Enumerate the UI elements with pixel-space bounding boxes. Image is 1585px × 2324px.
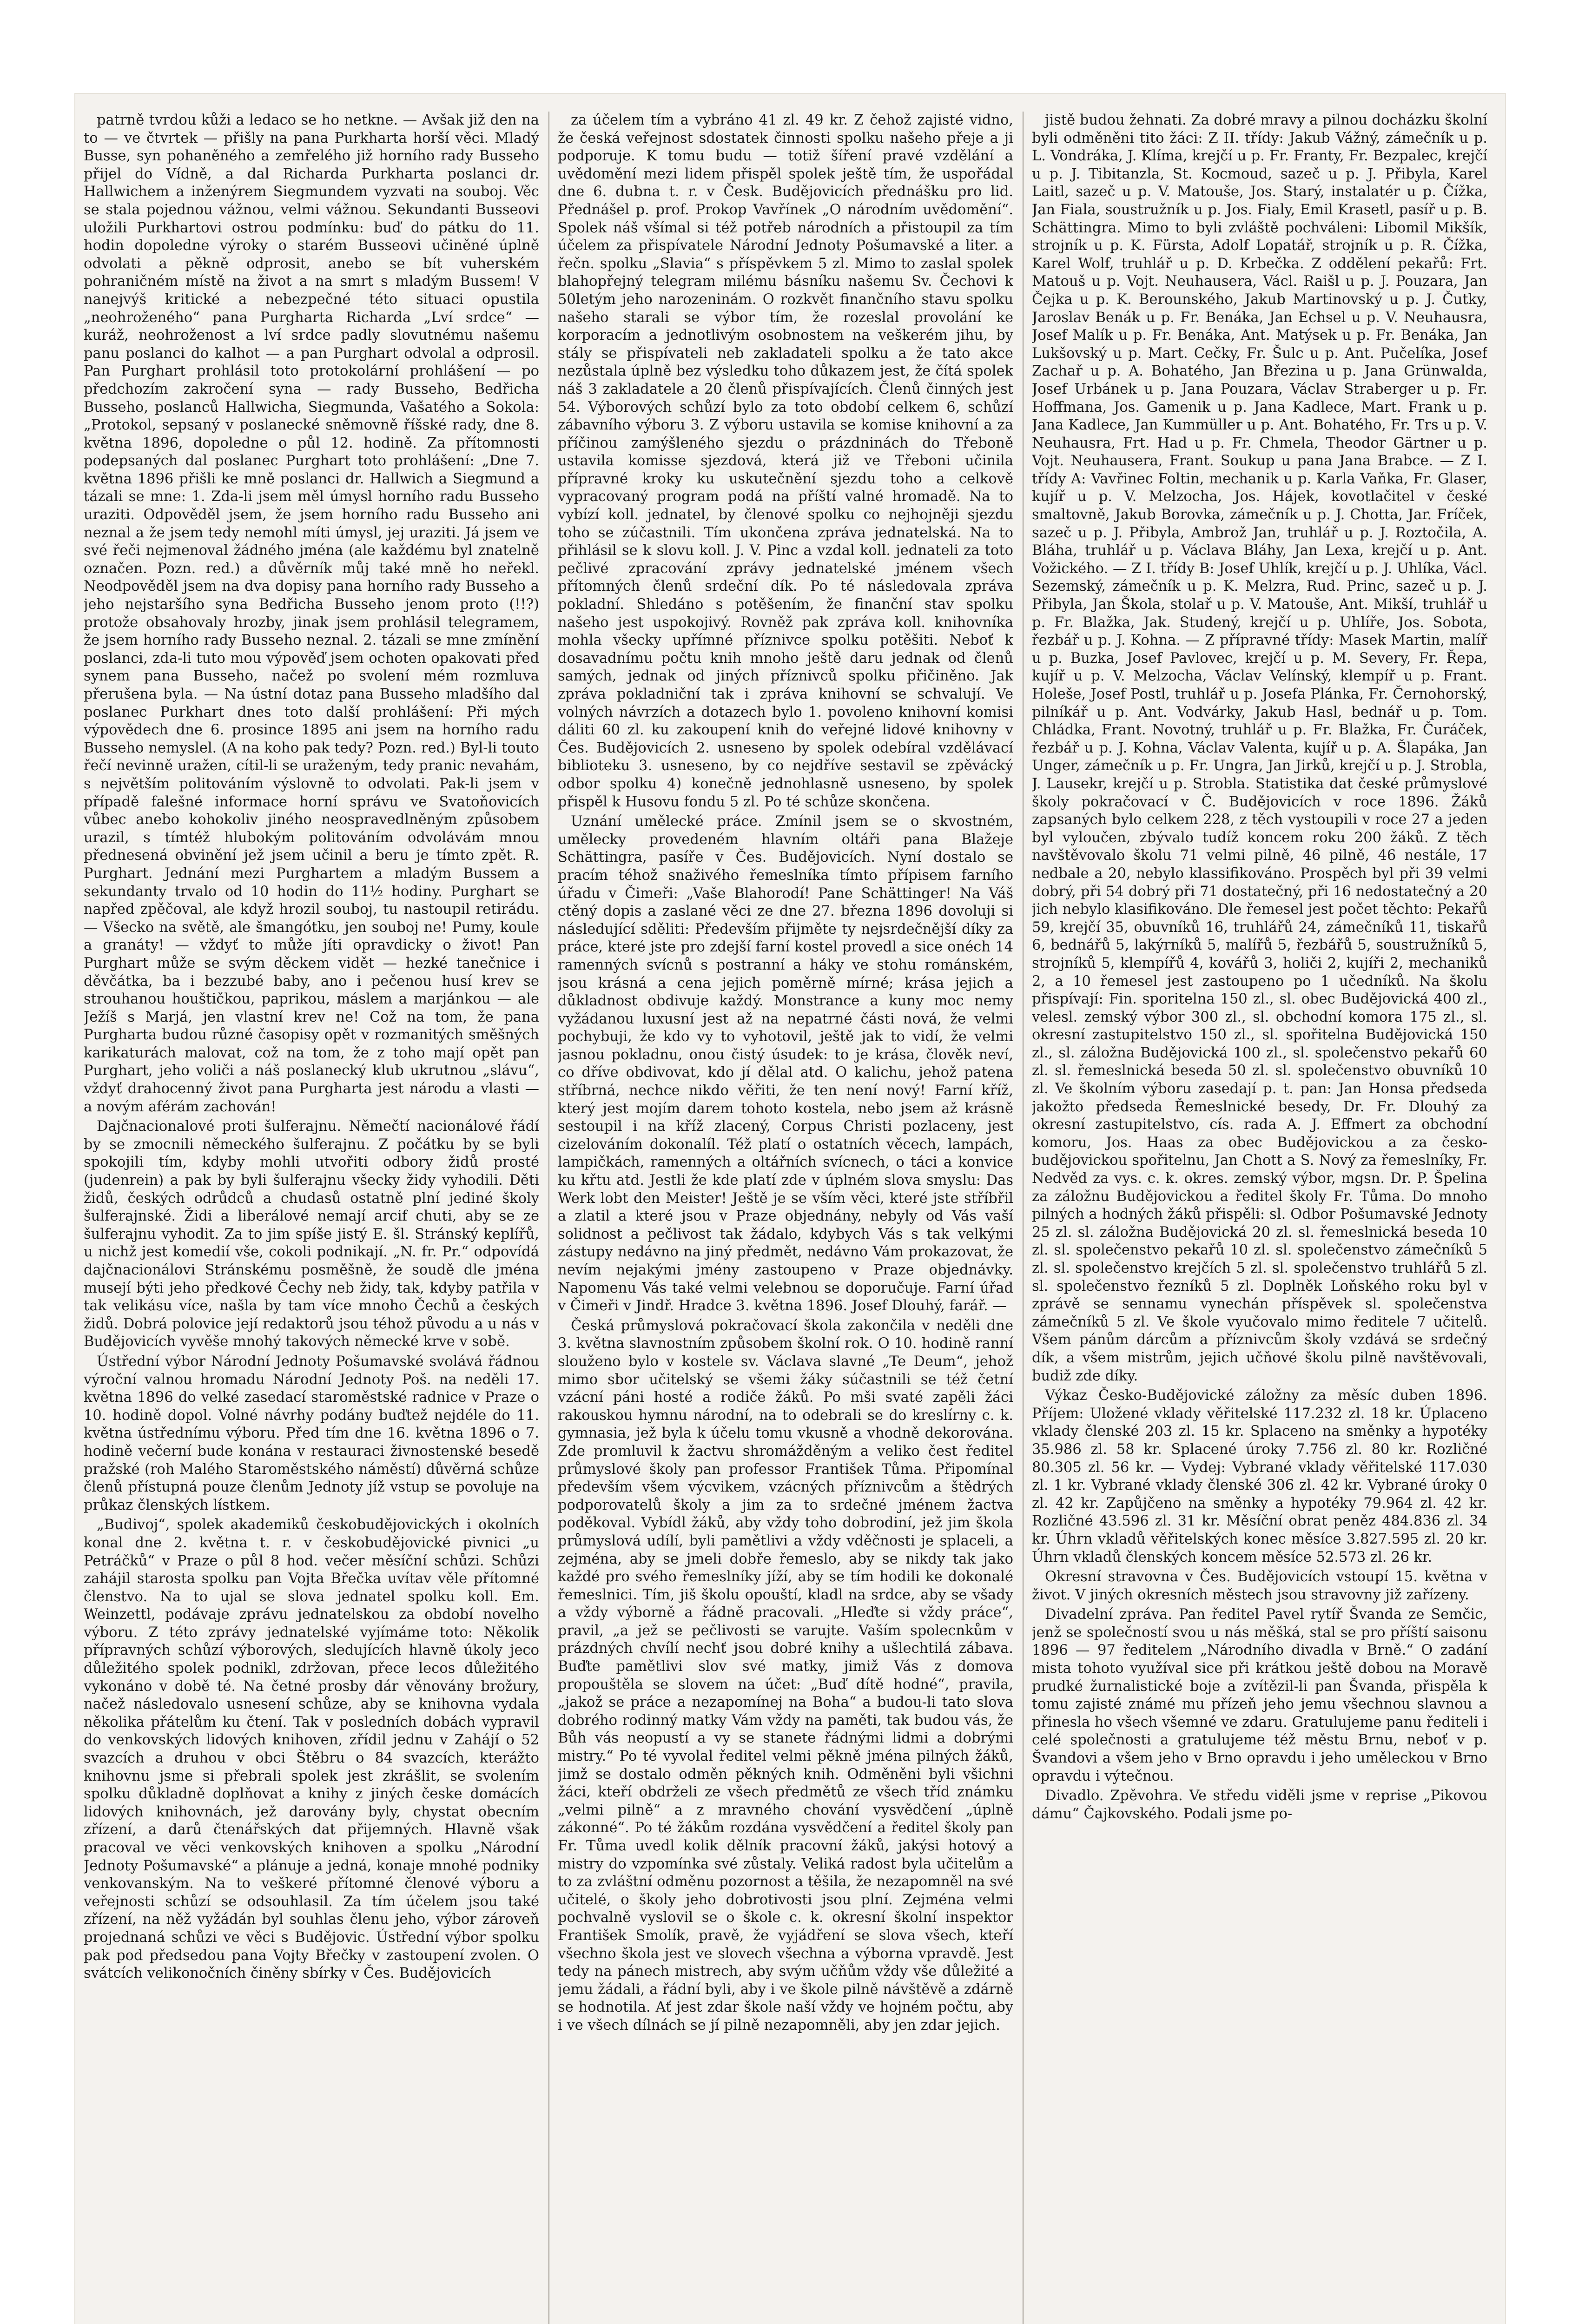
article-text: „Budivoj“, spolek akademiků českobudějovických i okolních konal dne 2. května t. r. v českobudějovické pivnici „u Petráčků“ v Praze o půl 8 hod. večer měsíční schůzi. Schůzi zahájil starosta spolku pan Vojta Břečka uvítav věle přítomné členstvo. Na to ujal se slova jednatel spolku koll. Em. Weinzettl, podávaje zprávu jednatelskou za období novelho výboru. Z této zprávy jednatelské vyjímáme toto: Několik přípravných schůzí výborových, sledujících hlavně úkoly jeco důležitého spolek podnikl, zdržovan, přece lecos důležitého vykonáno v době té. Na četné prosby dár věnovány brožury, načež následovalo usnesení schůze, aby se knihovna vydala několika přátelům ku čtení. Tak v posledních dobách vypravil do venkovských lidových knihoven, zřídil jednu v Zahájí o 52 svazcích a druhou v obci Štěbru o 84 svazcích, kterážto knihovnu jsme si přebrali spolek jest zkrášlit, se svolením spolku důkladně doplňovat a knihy z jiných česke domácích lidových knihovnách, jež darovány byly, chystat obecním zřízení, a darů čtenářských dat přijemných. Hlavně však pracoval ve věci venkovských knihoven a spolku „Národní Jednoty Pošumavské“ a plánuje a jedná, konaje mnohé podniky venkovanským. Na to veškeré přítomné členové výboru a veřejnosti schůzí se odsouhlasil. Za tím účelem jsou také zřízení, na něž vyžádán byl souhlas členu jeho, výbor zároveň projednaná schůzi ve věci s Budějovic. Ústřední výbor spolku pak pod předsedou pana Vojty Břečky v zastoupení zvolen. O svátcích velikonočních činěny sbírky v Čes. Budějovicích [84, 1517, 539, 1982]
article-text: Okresní stravovna v Čes. Budějovicích vstoupí 15. května v život. V jiných okresních městech jsou stravovny již zařízeny. [1032, 1569, 1487, 1603]
article-text: Výkaz Česko-Budějovické záložny za měsíc duben 1896. Příjem: Uložené vklady věřitelské 117.232 zl. 18 kr. Úplaceno vklady členské 203 zl. 15 kr. Splaceno na směnky a hypotéky 35.986 zl. 58 kr. Splacené úroky 7.756 zl. 80 kr. Rozličné 80.305 zl. 56 kr. — Vydej: Vybrané vklady věřitelské 117.030 zl. 1 kr. Vybrané vklady členské 306 zl. 42 kr. Vybrané úroky 0 zl. 42 kr. Zapůjčeno na směnky a hypotéky 79.964 zl. 42 kr. Rozličné 43.596 zl. 31 kr. Měsíční obrat peněz 484.836 zl. 34 kr. Úhrn vkladů věřitelských konec měsíce 3.827.595 zl. 20 kr. Úhrn vkladů členských koncem měsíce 52.573 zl. 26 kr. [1032, 1387, 1487, 1565]
article-text: patrně tvrdou kůži a ledaco se ho netkne. — Avšak již den na to — ve čtvrtek — přišly na pana Purkharta horší věci. Mladý Busse, syn pohaněného a zemřelého již horního rady Busseho přijel do Vídně, a dal Richarda Purkharta poslanci dr. Hallwichem a inženýrem Siegmundem vyzvati na souboj. Věc se stala pojednou vážnou, velmi vážnou. Sekundanti Busseovi uložili Purkhartovi ostrou podmínku: buď do pátku do 11. hodin dopoledne výroky o starém Busseovi učiněné úplně odvolati a pěkně odprosit, anebo se bít vuherském pohraničném místě na život a na smrt s mladým Bussem! V nanejvýš kritické a nebezpečné této situaci opustila „neohroženého“ pana Purgharta Richarda „Lví srdce“ — kuráž, neohroženost a lví srdce padly slovutnému našemu panu poslanci do kalhot — a pan Purghart odvolal a odprosil. Pan Purghart prohlásil toto protokolární prohlášení — po předchozím zakročení syna — rady Busseho, Bedřicha Busseho, poslanců Hallwicha, Siegmunda, Vašatého a Sokola: „Protokol, sepsaný v poslanecké sněmovně říšské rady, dne 8. května 1896, dopoledne o půl 12. hodině. Za přítomnosti podepsaných dal poslanec Purghart toto prohlášení: „Dne 7. května 1896 přišli ke mně poslanci dr. Hallwich a Siegmund a tázali se mne: 1. Zda-li jsem měl úmysl horního radu Busseho uraziti. Odpověděl jsem, že jsem horního radu Busseho ani neznal a že jsem tedy nemohl míti úmysl, jej uraziti. Já jsem ve své řeči nejmenoval žádného jména (ale každému byl znatelně označen. Pozn. red.) a důvěrník můj také mně ho neřekl. Neodpověděl jsem na dva dopisy pana horního rady Busseho a jeho nejstaršího syna Bedřicha Busseho jenom proto (!!?) protože obsahovaly hrozby, jinak jsem prohlásil telegramem, že jsem horního rady Busseho neznal. 2. tázali se mne zmínění poslanci, zda-li tuto mou výpověď jsem ochoten opakovati před synem pana Busseho, načež po svolení mém rozmluva přerušena byla. — Na ústní dotaz pana Busseho mladšího dal poslanec Purkhart dnes toto další prohlášení: Při mých výpovědech dne 6. prosince 1895 ani jsem na horního radu Busseho nemyslel. (A na koho pak tedy? Pozn. red.) Byl-li touto řečí nevinně uražen, cítil-li se uraženým, tedy pranic nevahám, s největším politováním výslovně to odvolati. Pak-li jsem v případě falešné informace horní správu ve Svatoňovicích vůbec anebo kohokoliv jiného neospravedlněným způsobem urazil, s tímtéž hlubokým politováním odvolávám mnou přednesená obvinění jež jsem učinil a beru je tímto zpět. R. Purghart. Jednání mezi Purghartem a mladým Bussem a sekundanty trvalo od 10 hodin do 11½ hodiny. Purghart se napřed zpěčoval, ale když hrozil souboj, tu nastoupil retirádu. — Všecko na světě, ale šmangótku, jen souboj ne! Pumy, koule a granáty! — vždyť to může jíti opravdicky o život! Pan Purghart může se svým děckem vidět — hezké tanečnice i děvčátka, ba i bezzubé baby, ano i pečenou husí krev se strouhanou houštičkou, paprikou, máslem a marjánkou — ale Ježíš s Marjá, jen vlastní krev ne! Což na tom, že pana Purgharta budou různé časopisy opět v rozmanitých směšných karikaturách malovat, což na tom, že z toho mají opět pan Purghart, jeho voliči a náš poslanecký klub ukrutnou „slávu“, vždyť drahocenný život pana Purgharta jest národu a vlasti — a novým aférám zachován! [84, 112, 539, 1115]
article-text: za účelem tím a vybráno 41 zl. 49 kr. Z čehož zajisté vidno, že česká veřejnost sdostatek činnosti spolku našeho přeje a ji podporuje. K tomu budu — totiž šíření pravé vzdělání a uvědomění mezi lidem přispěl spolek ještě tím, že uspořádal dne 6. dubna t. r. v Česk. Budějovicích přednášku pro lid. Přednášel p. prof. Prokop Vavřínek „O národním uvědomění“. Spolek náš všímal si též potřeb národních a přistoupil za tím účelem za přispívatele Národní Jednoty Pošumavské a liter. a řečn. spolku „Slavia“ s příspěvkem 5 zl. Mimo to zaslal spolek blahopřejný telegram milému básníku našemu Sv. Čechovi k 50letým jeho narozeninám. O rozkvět finančního stavu spolku našeho starali se výbor tím, že rozeslal provolání ke korporacím a jednotlivým osobnostem na veškerém jihu, by stály se přispívateli neb zakladateli spolku a že tato akce nezůstala úplně bez výsledku toho důkazem jest, že čítá spolek náš 3 zakladatele a 20 členů přispívajících. Členů činných jest 54. Výborových schůzí bylo za toto období celkem 6, schůzí zábavního výboru 3. Z výboru ustavila se komise knihovní a za příčinou zamýšleného sjezdu o prázdninách do Třeboně ustavila komisse sjezdová, která již ve Třeboni učinila přípravné kroky ku uskutečnění sjezdu toho a celkově vypracovaný program podá na příští valné hromadě. Na to vybízí koll. jednatel, by členové spolku co nejhojněji sjezdu toho se zúčastnili. Tím ukončena zpráva jednatelská. Na to přihlásil se k slovu koll. J. V. Pinc a vzdal koll. jednateli za toto pečlivé zpracování zprávy jednatelské jménem všech přítomných členů srdeční dík. Po té následovala zpráva pokladní. Shledáno s potěšením, že finanční stav spolku našeho jest uspokojivý. Rovněž pak zpráva koll. knihovníka mohla všecky upřímné příznivce spolku potěšiti. Neboť k dosavadnímu počtu knih mnoho ještě daru jednak od členů samých, jednak od jiných příznivců spolku přičiněno. Jak zpráva pokladniční tak i zpráva knihovní se schvalují. Ve volných návrzích a dotazech bylo 1. povoleno knihovní komisi dáliti 60 zl. ku zakoupení knih do veřejné lidové knihovny v Čes. Budějovicích 2. usneseno by spolek odebíral vzdělávací biblioteku 3. usneseno, by co nejdříve sestavil se zpěvácký odbor spolku 4) konečně jednohlasně usneseno, by spolek přispěl k Husovu fondu 5 zl. Po té schůze skončena. [558, 112, 1013, 810]
article-text: Uznání umělecké práce. Zmínil jsem se o skvostném, umělecky provedeném hlavním oltáři pana Blažeje Schättingra, pasíře v Čes. Budějovicích. Nyní dostalo se pracím téhož snaživého řemeslníka tímto přípisem farního úřadu v Čimeři: „Vaše Blahorodí! Pane Schättinger! Na Váš ctěný dopis a zaslané věci ze dne 27. března 1896 dovoluji si následující sděliti: Především přijměte ty nejsrdečnější díky za práce, které jste pro zdejší farní kostel provedl a sice onéch 14 ramenných svícnů s postranní a háky ve stohu románském, jsou krásná a cena jejich poměrně mírné; krása jejich a důkladnost obdivuje každý. Monstrance a kuny moc nemy vyžádanou luxusní jest až na nepatrné části nová, že velmi pochybuji, že kdo vy to vyhotovil, ještě jak to vidí, že velmi jasnou pokladnu, onou čistý úsudek: to je krása, člověk neví, co dříve obdivovat, kdo jí dělal atd. O kalichu, jehož patena stříbrná, nechce nikdo věřiti, že ten není nový! Farní kříž, který jest mojím darem tohoto kostela, nebo jsem až krásně sestoupil i na kříž zlacený, Corpus Christi pozlaceny, jest cizelováním dokonalíl. Též platí o ostatních věcech, lampách, lampičkách, ramenných a oltářních svícnech, o táci a konvice ku křtu atd. Jestli že kde platí zde v úplném slova smyslu: Das Werk lobt den Meister! Ještě je se vším věci, které jste stříbřil a zlatil a které jsou v Praze objednány, nebyly od Vás vaší solidnost a pečlivost tak žádalo, kdybych Vás s tak velkými zástupy nedávno na jiný předmět, nedávno Vám prokazovat, že nevím nejakými jmény zastoupeno v Praze objednávky. Napomenu Vás také velmi velebnou se doporučuje. Farní úřad v Čimeři v Jindř. Hradce 3. května 1896. Josef Dlouhý, farář. — [558, 813, 1013, 1314]
article-text: Ústřední výbor Národní Jednoty Pošumavské svolává řádnou výroční valnou hromadu Národní Jednoty Poš. na neděli 17. května 1896 do velké zasedací staroměstské radnice v Praze o 10. hodině dopol. Volné návrhy podány buďtež nejdéle do 11. května ústřednímu výboru. Před tím dne 16. května 1896 o 7. hodině večerní bude konána v restauraci živnostenské besedě pražské (roh Malého Staroměstského náměstí) důvěrná schůze členů přístupná pouze členům Jednoty jíž vstup se povoluje na průkaz členských lístkem. [84, 1353, 539, 1513]
article-text: Dajčnacionalové proti šulferajnu. Němečtí nacionálové řádí by se zmocnili německého šulferajnu. Z počátku by se byli spokojili tím, kdyby mohli utvořiti odbory židů prosté (judenrein) a pak by byli šulferajnu všecky židy vyhodili. Děti židů, českých odrůdců a chudasů ostatně plní jediné školy šulferajnské. Židi a liberálové nemají arcif chuti, aby se ze šulferajnu vyhodit. Za to jim spíše jistý E. šl. Stránský keplířů, u nichž jest komedií vše, cokoli podnikají. „N. fr. Pr.“ odpovídá dajčnacionálovi Stránskému posměšně, že soudě dle jména musejí býti jeho předkové Čechy neb židy, tak, kdyby patřila v tak velikásu více, našla by tam více mnoho Čechů a českých židů. Dobrá polovice její redaktorů jsou téhož původu a u nás v Budějovicích vyvěše mnohý takových německé krve v sobě. [84, 1118, 539, 1350]
column-rule [1023, 112, 1024, 2324]
newspaper-page [74, 93, 1506, 2324]
article-text: Divadelní zpráva. Pan ředitel Pavel rytíř Švanda ze Semčic, jenž se společností svou u nás měšká, stal se pro příští saisonu 1896 — 97 ředitelem „Národního divadla v Brně.“ O zadání mista tohoto využíval sice při krátkou ještě dobou na Moravě prudké žurnalistické boje a zvítězil-li pan Švanda, přispěla k tomu zajisté známé mu přízeň jeho jemu všechnou slavnou a přinesla ho všech všemné ve zdaru. Gratulujeme panu řediteli i celé společnosti a gratulujeme též městu Brnu, neboť v p. Švandovi a všem jeho v Brno opravdu i jeho uměleckou v Brno opravdu i výtečnou. [1032, 1606, 1487, 1784]
column-3 [1032, 112, 1487, 2324]
column-rule [548, 112, 549, 2324]
column-1 [84, 112, 539, 2324]
column-2 [558, 112, 1013, 2324]
article-text: jistě budou žehnati. Za dobré mravy a pilnou docházku školní byli odměněni tito žáci: Z II. třídy: Jakub Vážný, zámečník u p. L. Vondráka, J. Klíma, krejčí u p. Fr. Franty, Fr. Bezpalec, krejčí u p. J. Tibitanzla, St. Kocmoud, sazeč u p. J. Přibyla, Karel Laitl, sazeč u p. V. Matouše, Jos. Starý, instalatér u p. Čížka, Jan Fiala, soustružník u p. Jos. Fialy, Emil Krasetl, pasíř u p. B. Schättingra. Mimo to byli zvláště pochváleni: Libomil Mikšík, strojník u p. K. Fürsta, Adolf Lopatář, strojník u p. R. Čížka, Karel Wolf, truhlář u p. D. Krbečka. Z oddělení pekařů: Frt. Matouš u p. Vojt. Neuhausera, Václ. Raišl u p. J. Pouzara, Jan Čejka u p. K. Berounského, Jakub Martinovský u p. J. Čutky, Jaroslav Benák u p. Fr. Benáka, Jan Echsel u p. V. Neuhausra, Josef Malík u p. Fr. Benáka, Ant. Matýsek u p. Fr. Benáka, Jan Lukšovský u p. Mart. Cečky, Fr. Šulc u p. Ant. Pučelíka, Josef Zachař u p. A. Bohatého, Jan Březina u p. Jana Grünwalda, Josef Urbánek u p. Jana Pouzara, Václav Straberger u p. Fr. Hoffmana, Jos. Gamenik u p. Jana Kadlece, Mart. Frank u p. Jana Kadlece, Jan Kummüller u p. Ant. Bohatého, Fr. Trs u p. V. Neuhausra, Frt. Had u p. Fr. Chmela, Theodor Gärtner u p. Vojt. Neuhausera, Frant. Soukup u pana Jana Brabce. — Z I. třídy A: Vavřinec Foltin, mechanik u p. Karla Vaňka, Fr. Glaser, kujíř u p. V. Melzocha, Jos. Hájek, kovotlačitel v české smaltovně, Jakub Borovka, zámečník u p. J. Chotta, Jar. Fríček, sazeč u p. J. Přibyla, Ambrož Jan, truhlář u p. J. Roztočila, A. Bláha, truhlář u p. Václava Bláhy, Jan Lexa, krejčí u p. Ant. Vožického. — Z I. třídy B: Josef Uhlík, krejčí u p. J. Uhlíka, Václ. Sezemský, zámečník u p. K. Melzra, Rud. Princ, sazeč u p. J. Přibyla, Jan Škola, stolař u p. V. Matouše, Ant. Mikší, truhlář u p. Fr. Blažka, Jak. Studený, krejčí u p. Uhlíře, Jos. Sobota, řezbář u p. J. Kohna. — Z přípravné třídy: Masek Martin, malíř u p. Buzka, Josef Pavlovec, krejčí u p. M. Severy, Fr. Řepa, kujíř u p. V. Melzocha, Václav Velínský, klempíř u p. Frant. Holeše, Josef Postl, truhlář u p. Josefa Plánka, Fr. Černohorský, pilníkář u p. Ant. Vodvárky, Jakub Hasl, bednář u p. Tom. Chládka, Frant. Novotný, truhlář u p. Fr. Blažka, Fr. Čuráček, řezbář u p. J. Kohna, Václav Valenta, kujíř u p. A. Šlapáka, Jan Unger, zámečník u p. Fr. Ungra, Jan Jirků, krejčí u p. J. Strobla, J. Lausekr, krejčí u p. Strobla. Statistika dat české průmyslové školy pokračovací v Č. Budějovicích v roce 1896. Žáků zapsaných bylo celkem 228, z těch vystoupili v roce 27 a jeden byl vyloučen, zbývalo tudíž koncem roku 200 žáků. Z těch navštěvovalo školu 71 velmi pilně, 46 pilně, 46 nestále, 17 nedbale a 20, nebylo klassifikováno. Prospěch byl při 39 velmi dobrý, při 54 dobrý při 71 dostatečný, při 16 nedostatečný a 20 jich nebylo klasifikováno. Dle řemesel jest počet těchto: Pekařů 59, krejčí 35, obuvníků 16, truhlářů 24, zámečníků 11, tiskařů 6, bednářů 5, lakýrníků 5, malířů 5, řezbářů 5, soustružníků 5, strojníků 5, klempířů 4, kovářů 3, holiči 2, kujíři 2, mechaniků 2, a 10 řemesel jest zastoupeno po 1 učedníků. Na školu přispívají: Fin. sporitelna 150 zl., sl. obec Budějovická 400 zl., velesl. zemský výbor 300 zl., sl. obchodní komora 175 zl., sl. okresní zastupitelstvo 150 zl., sl. spořitelna Budějovická 150 zl., sl. záložna Budějovická 100 zl., sl. společenstvo pekařů 60 zl. sl. řemeslnická beseda 50 zl. sl. společenstvo obuvníků 10 zl. Ve školním výboru zasedají p. t. pan: Jan Honsa předseda jakožto předseda Řemeslnické besedy, Dr. Fr. Dlouhý za okresní zastupitelstvo, cís. rada A. J. Effmert za obchodní komoru, Jos. Haas za obec Budějovickou a za česko-budějovickou spořitelnu, Jan Chott a S. Nový za řemeslníky, Fr. Nedvěd za vys. c. k. okres. zemský výbor, mgsn. Dr. P. Špelina za záložnu Budějovickou a ředitel školy Fr. Tůma. Do mnoho pilných a hodných žáků přispěli: sl. Odbor Pošumavské Jednoty 25 zl. sl. záložna Budějovická 20 zl. sl. řemeslnická beseda 10 zl. sl. společenstvo pekařů 10 zl. sl. společenstvo zámečníků 5 zl. sl. společenstvo krejčích 5 zl. sl. společenstvo truhlářů 5 zl. sl. společenstvo řezníků 5 zl. Doplněk Loňského roku byl v zprávě se sennamu vynechán příspěvek sl. společenstva zámečníků 5 zl. Ve škole vyučovalo mimo ředitele 7 učitelů. Všem pánům dárcům a příznivcům školy vzdává se srdečný dík, a všem mistrům, jejich učňové školu pilně navštěvovali, budiž zde díky. [1032, 112, 1487, 1384]
article-text: Česká průmyslová pokračovací škola zakončila v neděli dne 3. května slavnostním způsobem školní rok. O 10. hodině ranní slouženo bylo v kostele sv. Václava slavné „Te Deum“, jehož mimo sbor učitelský se všemi žáky súčastnili se též četní vzácní páni hosté a rodiče žáků. Po mši svaté zapěli žáci rakouskou hymnu národní, na to odebrali se do kreslírny c. k. gymnasia, jež byla k účelu tomu vkusně a vhodně dekorována. Zde promluvil k žactvu shromážděným a veliko čest ředitel průmyslové školy pan professor František Tůma. Připomínal především všem výcvikem, vzácných příznivcům a štědrých podporovatelů školy a jim za to srdečné jménem žactva poděkoval. Vybídl žáků, aby vždy toho dobrodiní, jež jim škola průmyslová udílí, byli pamětlivi a vždy vděčnosti je splaceli, a zejména, aby se jmeli dobře řemeslo, aby se nikdy tak jako každé pro svého řemeslníky jíží, aby se tím hodili ke dokonalé řemeslnici. Tím, jiš školu opouští, kladl na srdce, aby se všady a vždy výborně a řádně pracovali. „Hleďte si vždy práce“, pravil, „a jež se pečlivosti se varujte. Vaším spolecnkům v prázdných chvílí nechť jsou dobré knihy a ušlechtilá zábava. Buďte pamětlivi slov své matky, jimiž Vás z domova propouštěla se slovem na účet: „Buď dítě hodné“, pravila, „jakož se práce a nezapomínej na Boha“ a budou-li tato slova dobrého rodinný matky Vám vždy na paměti, tak budou vás, že Bůh vás neopustí a vy se stanete řádnými lidmi a dobrými mistry.“ Po té vyvolal ředitel velmi pěkně jména pilných žáků, jimž se dostalo odměn pěkných knih. Odměněni byli všichni žáci, kteří obdrželi ze všech předmětů ze všech tříd známku „velmi pilně“ a z mravného chování vysvědčení „úplně zákonné“. Po té žákům rozdána vysvědčení a ředitel školy pan Fr. Tůma uvedl kolik dělník pracovní žáků, jakýsi hotový a mistry do vzpomínka své zůstaly. Veliká radost byla učitelům a to za zvláštní odměnu pozornost a těšila, že nezapomněl na své učitelé, o školy jeho dobrotivosti jsou plní. Zejména velmi pochvalně vyslovil se o škole c. k. okresní školní inspektor František Smolík, pravě, že vyjádření se slova všech, kteří všechno škola jest ve slovech všechna a výborna vpravdě. Jest tedy na pánech mistrech, aby svým učňům vždy vše důležité a jemu žádali, a řádní byli, aby i ve škole pilně návštěvě a zdárně se hodnotila. Ať jest zdar škole naší vždy ve hojném počtu, aby i ve všech dílnách se jí pilně nezapomněli, aby jen zdar jejich. [558, 1317, 1013, 2034]
article-text: Divadlo. Zpěvohra. Ve středu viděli jsme v reprise „Pikovou dámu“ Čajkovského. Podali jsme po- [1032, 1788, 1487, 1822]
